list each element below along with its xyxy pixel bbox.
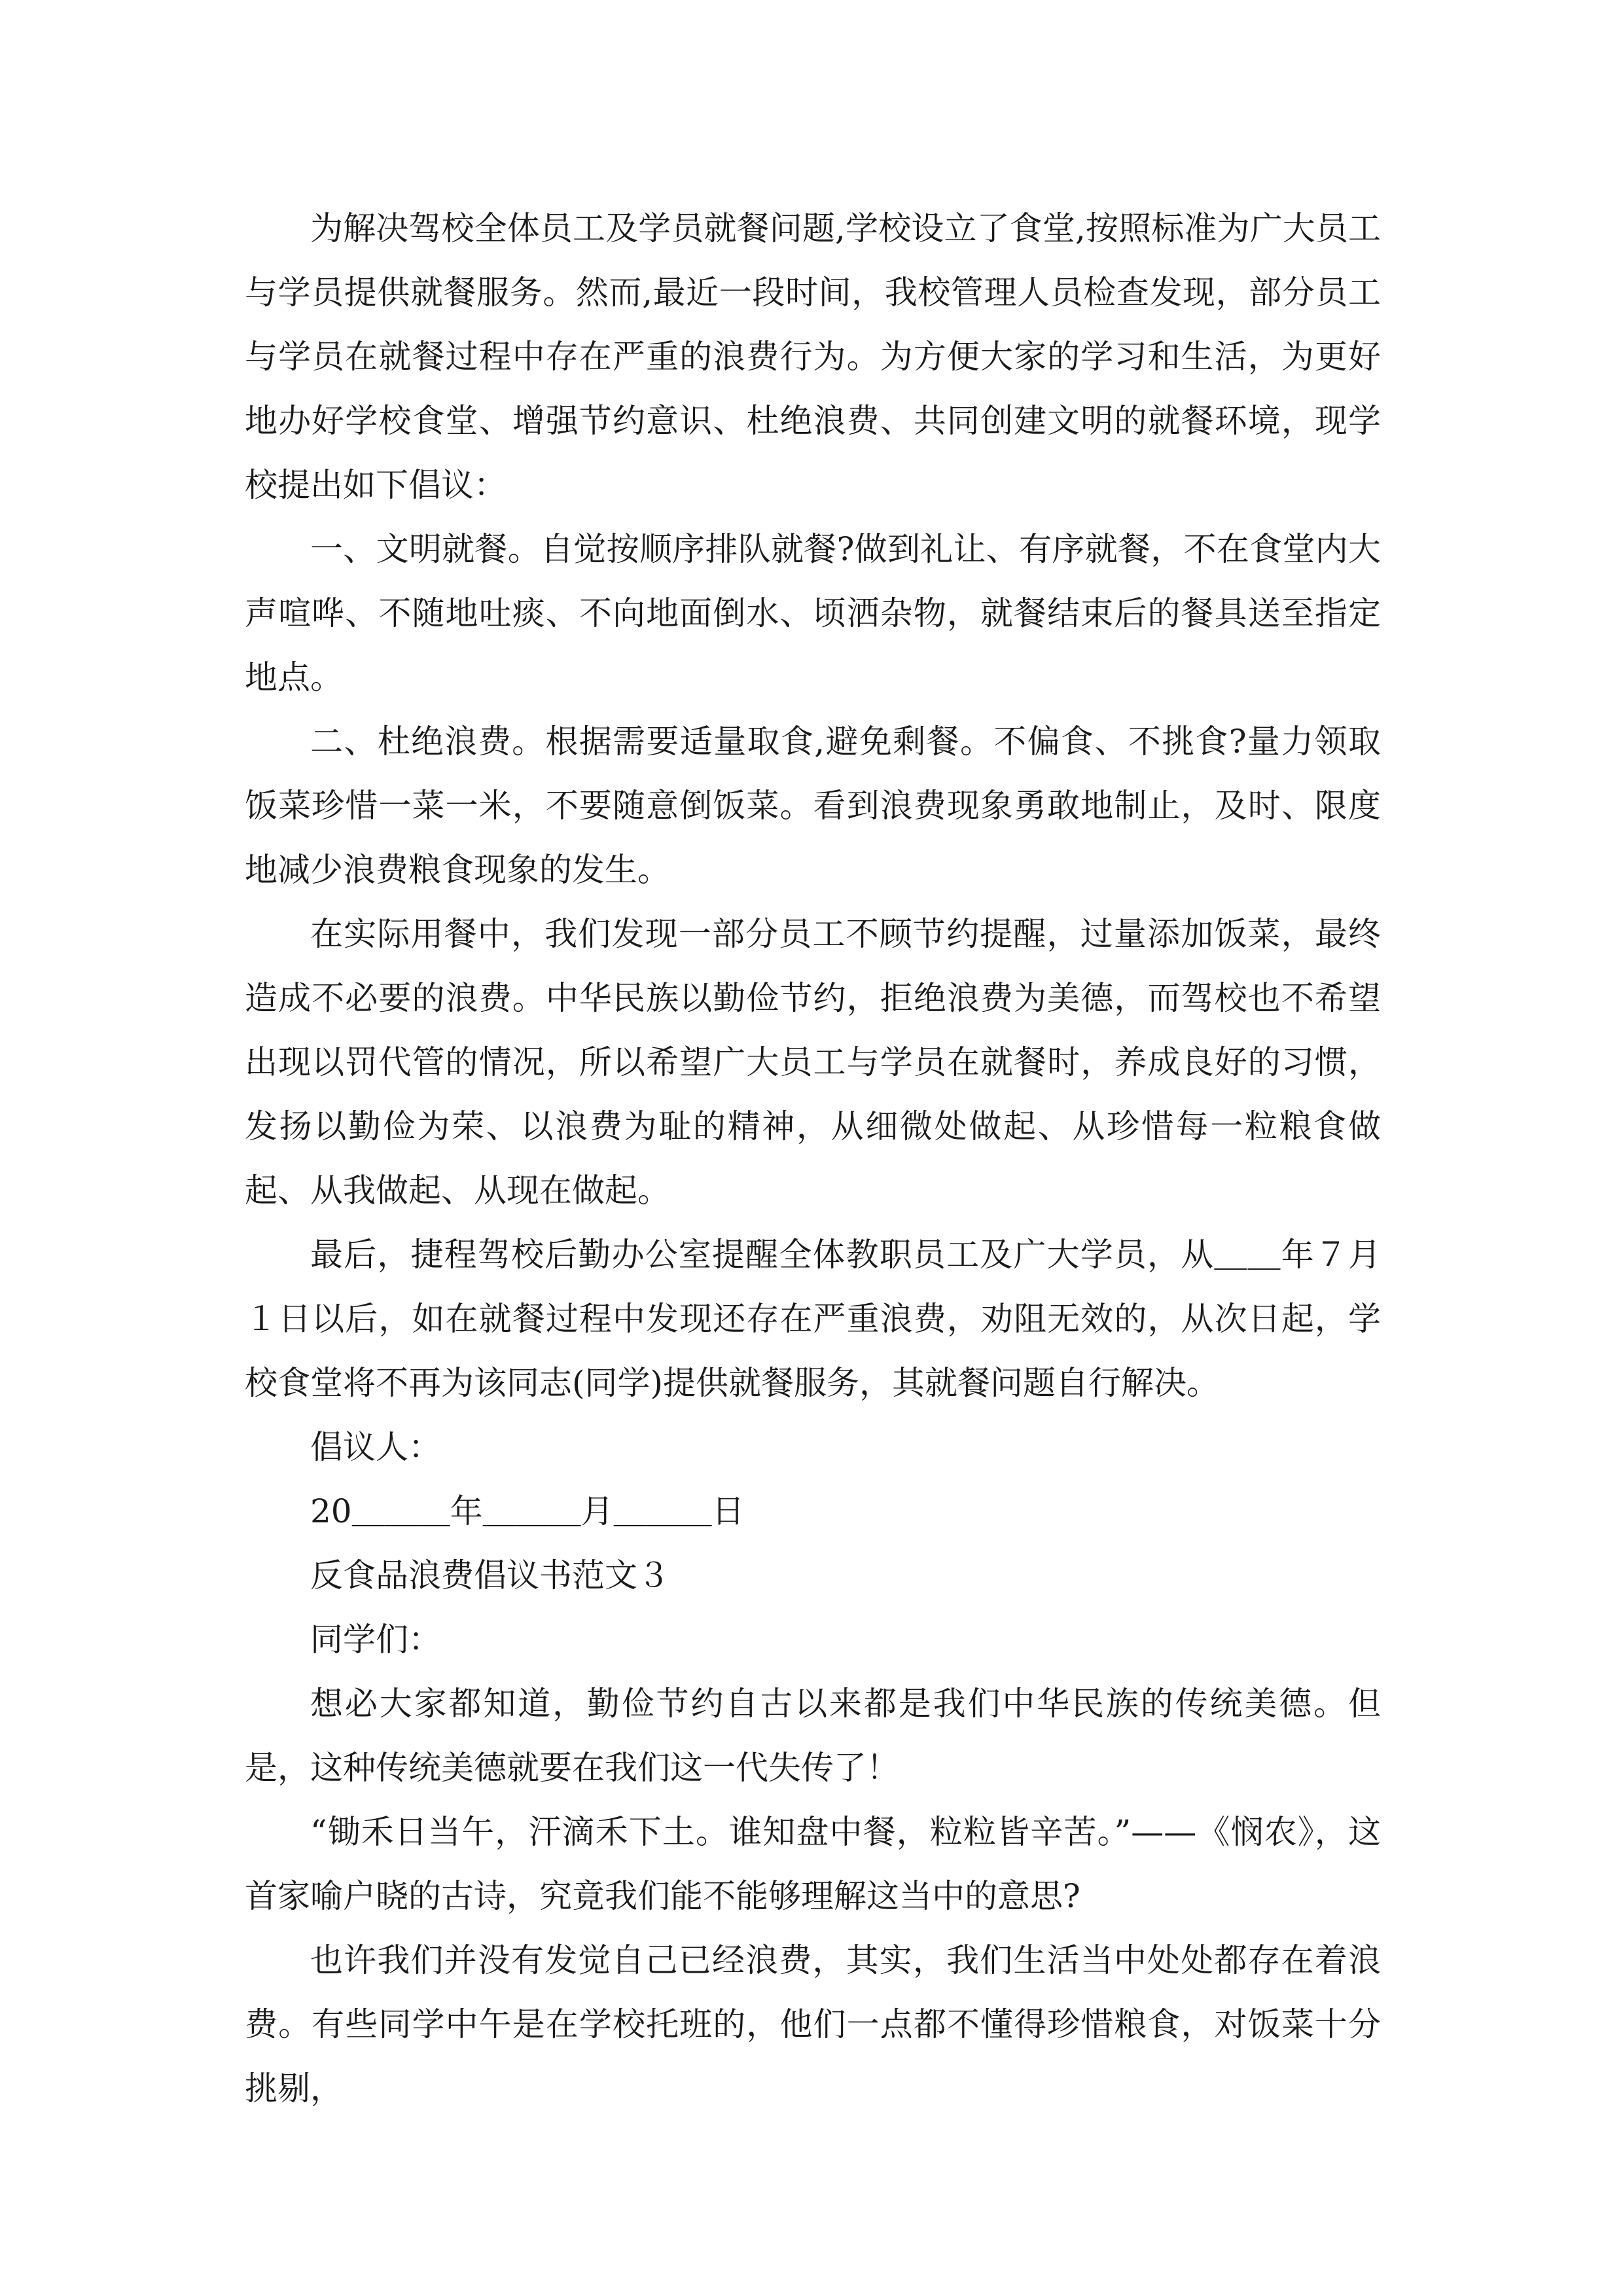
paragraph-item-stop-waste: 二、杜绝浪费。根据需要适量取食,避免剩餐。不偏食、不挑食?量力领取饭菜珍惜一菜一米，不要随意倒饭菜。看到浪费现象勇敢地制止，及时、限度地减少浪费粮食现象的发生。: [245, 723, 1381, 889]
paragraph-intro: 为解决驾校全体员工及学员就餐问题,学校设立了食堂,按照标准为广大员工与学员提供就餐服务。然而,最近一段时间，我校管理人员检查发现，部分员工与学员在就餐过程中存在严重的浪费行为。为方便大家的学习和生活，为更好地办好学校食堂、增强节约意识、杜绝浪费、共同创建文明的就餐环境，现学校提出如下倡议：: [245, 209, 1381, 504]
greeting: 同学们：: [310, 1621, 441, 1659]
paragraph-tradition: 想必大家都知道，勤俭节约自古以来都是我们中华民族的传统美德。但是，这种传统美德就要在我们这一代失传了！: [245, 1685, 1381, 1787]
date-line: 20＿＿＿年＿＿＿月＿＿＿日: [310, 1492, 745, 1530]
paragraph-observation: 在实际用餐中，我们发现一部分员工不顾节约提醒，过量添加饭菜，最终造成不必要的浪费。中华民族以勤俭节约，拒绝浪费为美德，而驾校也不希望出现以罚代管的情况，所以希望广大员工与学员在就餐时，养成良好的习惯，发扬以勤俭为荣、以浪费为耻的精神，从细微处做起、从珍惜每一粒粮食做起、从我做起、从现在做起。: [245, 915, 1381, 1210]
paragraph-poem: “锄禾日当午，汗滴禾下土。谁知盘中餐，粒粒皆辛苦。”——《悯农》，这首家喻户晓的古诗，究竟我们能不能够理解这当中的意思?: [245, 1813, 1381, 1915]
document-body: [245, 196, 1381, 2121]
section-title: 反食品浪费倡议书范文３: [310, 1556, 670, 1594]
signer-label: 倡议人：: [310, 1428, 441, 1466]
paragraph-waste-in-life: 也许我们并没有发觉自己已经浪费，其实，我们生活当中处处都存在着浪费。有些同学中午是在学校托班的，他们一点都不懂得珍惜粮食，对饭菜十分挑剔，: [245, 1941, 1381, 2108]
paragraph-closing: 最后，捷程驾校后勤办公室提醒全体教职员工及广大学员，从＿＿年７月１日以后，如在就餐过程中发现还存在严重浪费，劝阻无效的，从次日起，学校食堂将不再为该同志(同学)提供就餐服务，其就餐问题自行解决。: [245, 1236, 1381, 1402]
paragraph-item-civilized-dining: 一、文明就餐。自觉按顺序排队就餐?做到礼让、有序就餐，不在食堂内大声喧哗、不随地吐痰、不向地面倒水、顷洒杂物，就餐结束后的餐具送至指定地点。: [245, 530, 1381, 696]
